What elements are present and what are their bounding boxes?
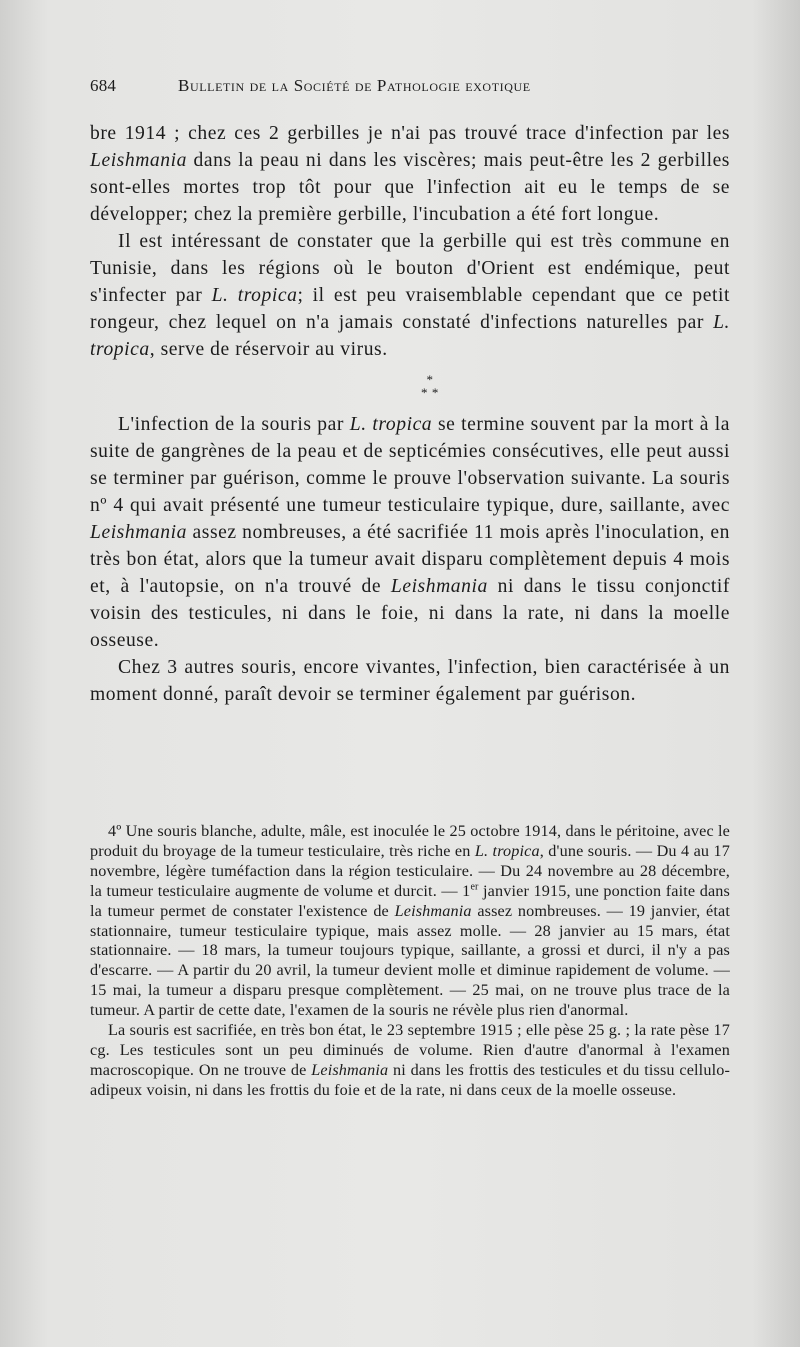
italic-genus: Leishmania [90,522,187,543]
paragraph-3 [90,411,730,654]
text-run: assez nombreuses. — 19 janvier, état stationnaire, tumeur testiculaire typique, mais assez molle. — 28 janvier au 15 mars, état stationnaire. — 18 mars, la tumeur toujours typique, saillante, a grossi et durci, il n'y a pas d'escarre. — A partir du 20 avril, la tumeur devient molle et diminue rapidement de volume. — 15 mai, la tumeur a disparu presque complètement. — 25 mai, on ne trouve plus trace de la tumeur. A partir de cette date, l'examen de la souris ne révèle plus rien d'anormal. [90,901,730,1020]
italic-genus: Leishmania [311,1060,389,1079]
italic-genus: Leishmania [90,150,187,171]
observation-notes [90,822,730,1101]
italic-species: L. tropica [211,285,298,306]
text-run: se termine souvent par la mort à la suite de gangrènes de la peau et de septicémies consécutives, elle peut aussi se terminer par guérison, comme le prouve l'observation suivante. La souris nº 4 qui avait présenté une tumeur testiculaire typique, dure, saillante, avec [90,414,731,516]
main-text [90,120,730,708]
journal-title: Bulletin de la Société de Pathologie exotique [178,76,531,95]
text-run: janvier 1915, une ponction faite dans la tumeur permet de constater l'existence de [90,881,731,920]
paragraph-1 [90,120,730,228]
text-run: ; il est peu vraisemblable cependant que ce petit rongeur, chez lequel on n'a jamais constaté d'infections naturelles par [90,285,730,333]
section-separator [130,373,730,399]
asterism-bottom: * * [421,385,439,400]
running-header [90,76,730,96]
text-run: ni dans les frottis des testicules et du tissu cellulo-adipeux voisin, ni dans les frottis du foie et de la rate, ni dans ceux de la moelle osseuse. [90,1060,730,1099]
text-run: dans la peau ni dans les viscères; mais peut-être les 2 gerbilles sont-elles mortes trop tôt pour que l'infection ait eu le temps de se développer; chez la première gerbille, l'incubation a été fort longue. [90,150,730,225]
text-run: , serve de réservoir au virus. [149,339,388,360]
italic-genus: Leishmania [390,576,488,597]
italic-genus: Leishmania [394,901,472,920]
text-run: L'infection de la souris par [118,414,350,435]
page-number: 684 [90,76,117,95]
text-run: , d'une souris. — Du 4 au 17 novembre, légère tuméfaction dans la région testiculaire. — Du 24 novembre au 28 décembre, la tumeur testiculaire augmente de volume et durcit. — 1 [90,841,730,900]
note-1 [90,822,730,1021]
text-run: 4º Une souris blanche, adulte, mâle, est inoculée le 25 octobre 1914, dans le péritoine, avec le produit du broyage de la tumeur testiculaire, très riche en [90,822,730,860]
text-run: La souris est sacrifiée, en très bon état, le 23 septembre 1915 ; elle pèse 25 g. ; la rate pèse 17 cg. Les testicules sont un peu diminués de volume. Rien d'autre d'anormal à l'examen macroscopique. On ne trouve de [90,1021,730,1079]
text-run: bre 1914 ; chez ces 2 gerbilles je n'ai pas trouvé trace d'infection par les [90,123,730,144]
italic-species: L. tropica [349,414,433,435]
text-run: ni dans le tissu conjonctif voisin des testicules, ni dans le foie, ni dans la rate, ni dans la moelle osseuse. [90,576,730,651]
text-run: Chez 3 autres souris, encore vivantes, l'infection, bien caractérisée à un moment donné, paraît devoir se terminer également par guérison. [90,657,730,705]
paragraph-2 [90,228,730,363]
text-run: Il est intéressant de constater que la gerbille qui est très commune en Tunisie, dans les régions où le bouton d'Orient est endémique, peut s'infecter par [90,231,730,306]
text-run: assez nombreuses, a été sacrifiée 11 mois après l'inoculation, en très bon état, alors que la tumeur avait disparu complètement depuis 4 mois et, à l'autopsie, on n'a trouvé de [90,522,730,597]
italic-species: L. tropica [474,841,540,860]
paragraph-4 [90,654,730,708]
italic-species: L. tropica [90,312,730,360]
note-2 [90,1021,730,1101]
asterism-top: * [426,372,434,387]
ordinal-superscript: er [470,881,479,893]
